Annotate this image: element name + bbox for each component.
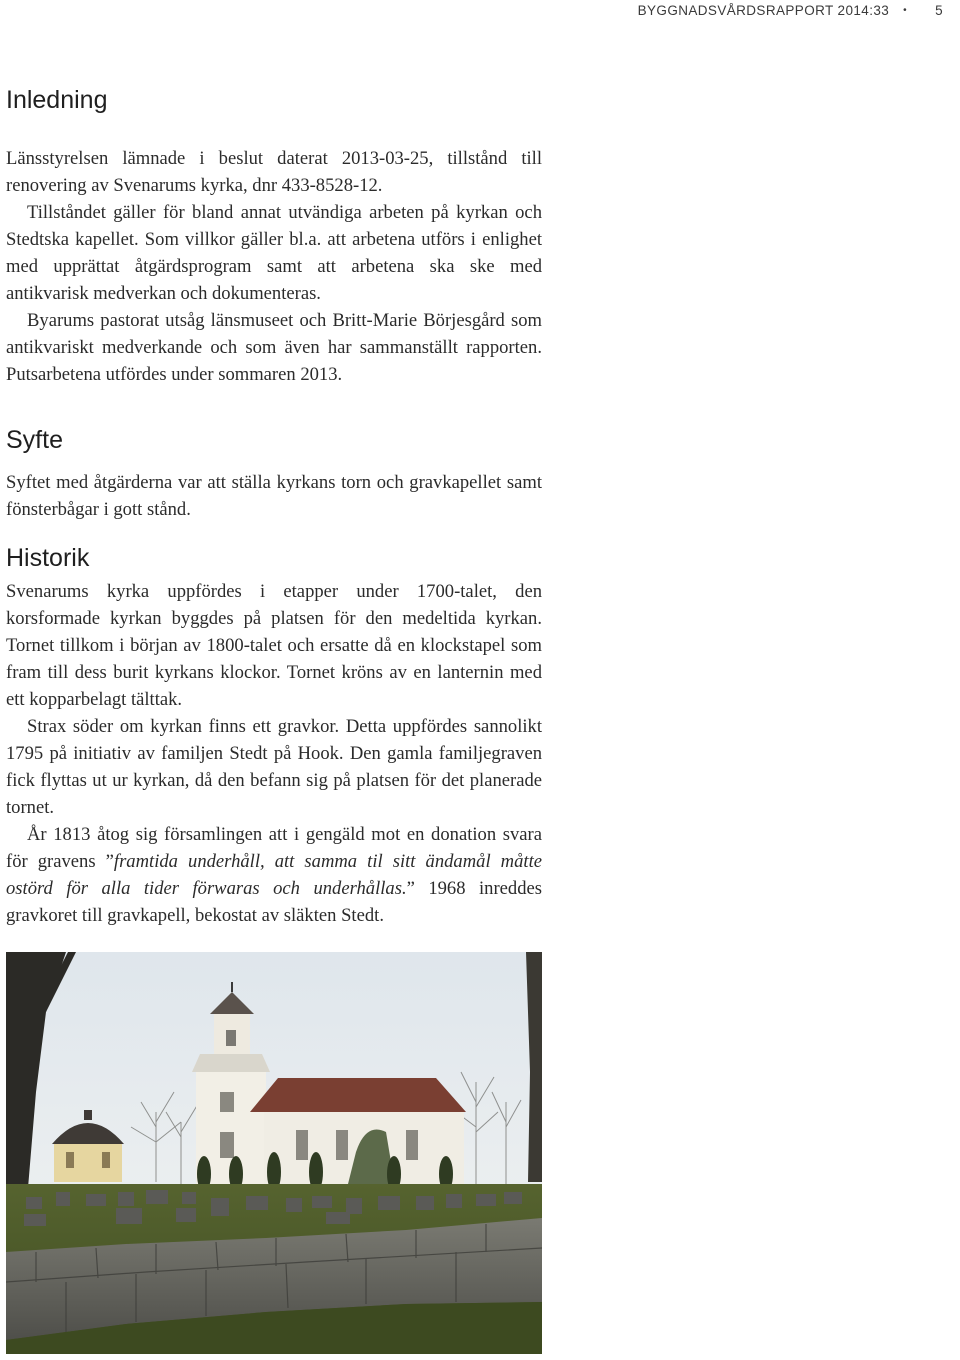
heading-historik: Historik (6, 544, 90, 572)
church-photo (6, 952, 542, 1354)
historik-3-tail: ” 1968 inreddes gravkoret till gravkapell, bekostat av släkten Stedt. (6, 878, 542, 926)
heading-inledning: Inledning (6, 86, 108, 114)
paragraph-historik-1: Svenarums kyrka uppfördes i etapper under 1700-talet, den korsformade kyrkan byggdes på platsen för den medeltida kyrkan. Tornet tillkom i början av 1800-talet och ersatte då en klockstapel som fram till dess burit kyrkans klockor. Tornet kröns av en lanternin med ett kopparbelagt tälttak. (6, 581, 542, 710)
header-bullet: • (903, 4, 908, 16)
paragraph-syfte-1: Syftet med åtgärderna var att ställa kyrkans torn och gravkapellet samt fönsterbågar i gott stånd. (6, 472, 542, 520)
heading-syfte: Syfte (6, 426, 63, 454)
running-header (638, 0, 943, 20)
paragraph-historik-2: Strax söder om kyrkan finns ett gravkor. Detta uppfördes sannolikt 1795 på initiativ av familjen Stedt på Hook. Den gamla familjegraven fick flyttas ut ur kyrkan, då den befann sig på platsen för det planerade tornet. (6, 716, 542, 818)
historical-quote: framtida underhåll, att samma til sitt ändamål måtte ostörd för alla tider förwaras och underhållas. (6, 851, 542, 899)
page-number: 5 (935, 2, 943, 18)
paragraph-inledning-1: Länsstyrelsen lämnade i beslut daterat 2013-03-25, tillstånd till renovering av Svenarums kyrka, dnr 433-8528-12. (6, 148, 542, 196)
paragraph-historik-3 (6, 821, 542, 929)
paragraph-inledning-2: Tillståndet gäller för bland annat utvändiga arbeten på kyrkan och Stedtska kapellet. Som villkor gäller bl.a. att arbetena utförs i enlighet med upprättat åtgärdsprogram samt att arbetena ska ske med antikvarisk medverkan och dokumenteras. (6, 202, 542, 304)
report-series-title: BYGGNADSVÅRDSRAPPORT 2014:33 (637, 2, 890, 18)
historik-3-lead: År 1813 åtog sig församlingen att i gengäld mot en donation svara för gravens ” (6, 824, 542, 872)
paragraph-inledning-3: Byarums pastorat utsåg länsmuseet och Britt-Marie Börjesgård som antikvariskt medverkande och som även har sammanställt rapporten. Putsarbetena utfördes under sommaren 2013. (6, 310, 542, 385)
